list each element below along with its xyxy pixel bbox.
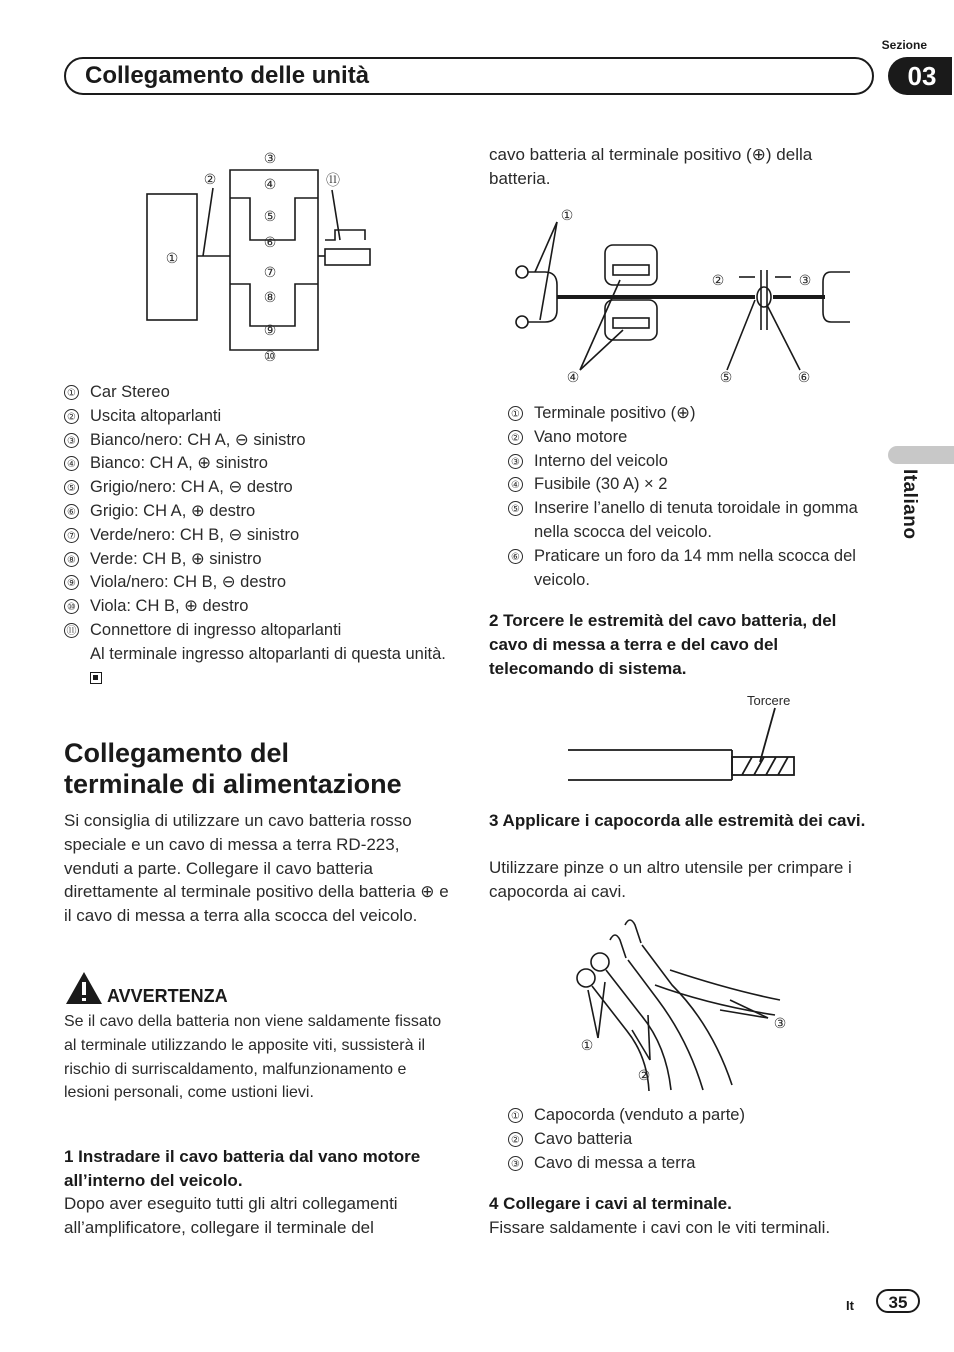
- step1-title: 1 Instradare il cavo batteria dal vano motore all’interno del veicolo.: [64, 1147, 421, 1190]
- legend-item: [64, 429, 454, 453]
- page-number: 35: [876, 1289, 920, 1313]
- legend-marker: ③: [508, 1156, 523, 1171]
- legend-item: [64, 524, 454, 548]
- diagram1-marker-1: ①: [165, 250, 179, 266]
- diagram1-marker-2: ②: [203, 171, 217, 187]
- legend-text: Cavo batteria: [534, 1129, 633, 1148]
- legend-marker: ⑤: [508, 501, 523, 516]
- end-mark-icon: [90, 672, 102, 684]
- section-label: Sezione: [881, 38, 927, 52]
- legend-item: [508, 450, 868, 474]
- step4-title: 4 Collegare i cavi al terminale.: [489, 1194, 732, 1213]
- legend-text: Bianco: CH A, ⊕ sinistro: [90, 454, 268, 473]
- step4-text: Fissare saldamente i cavi con le viti terminali.: [489, 1218, 831, 1237]
- legend-item: [64, 476, 454, 500]
- step3-title: 3 Applicare i capocorda alle estremità dei cavi.: [489, 811, 866, 830]
- legend-note: Al terminale ingresso altoparlanti di questa unità.: [90, 644, 446, 663]
- legend-marker: ⑥: [64, 504, 79, 519]
- legend-item: [508, 1104, 868, 1128]
- legend-marker: ⑧: [64, 552, 79, 567]
- legend-text: Terminale positivo (⊕): [534, 404, 696, 422]
- warning-icon: [64, 970, 104, 1006]
- diagram2-marker-6: ⑥: [797, 369, 811, 385]
- battery-connection-diagram: [505, 200, 855, 395]
- legend-marker: ⑩: [64, 599, 79, 614]
- legend-item: [508, 426, 868, 450]
- terminal-crimp-diagram: [570, 910, 800, 1095]
- legend-text: Uscita altoparlanti: [90, 406, 222, 425]
- warning-title: AVVERTENZA: [107, 986, 228, 1006]
- section-title: [64, 738, 464, 800]
- legend-item-note: [64, 643, 454, 691]
- legend-item: [508, 545, 868, 593]
- legend-marker: ②: [508, 1132, 523, 1147]
- diagram2-marker-1: ①: [560, 207, 574, 223]
- legend-text: Viola/nero: CH B, ⊖ destro: [90, 573, 287, 592]
- twist-label: Torcere: [747, 693, 791, 708]
- legend-item: [64, 548, 454, 572]
- legend-marker: ②: [64, 409, 79, 424]
- legend-text: Inserire l’anello di tenuta toroidale in gomma nella scocca del veicolo.: [534, 499, 858, 541]
- legend-item: [508, 1128, 868, 1152]
- power-intro: Si consiglia di utilizzare un cavo batteria rosso speciale e un cavo di messa a terra RD-223, venduti a parte. Collegare il cavo batteria direttamente al terminale positivo della batteria ⊕ e il cavo di messa a terra alla scocca del veicolo.: [64, 811, 449, 926]
- legend-item: [64, 595, 454, 619]
- legend-text: Fusibile (30 A) × 2: [534, 475, 668, 494]
- legend-marker: ⑤: [64, 480, 79, 495]
- legend-marker: ①: [508, 1108, 523, 1123]
- legend-marker: ⑨: [64, 575, 79, 590]
- diagram3-marker-3: ③: [773, 1015, 787, 1031]
- legend-marker: ①: [64, 385, 79, 400]
- twist-diagram: [560, 690, 805, 790]
- legend-marker: ⑥: [508, 549, 523, 564]
- legend-marker: ③: [64, 433, 79, 448]
- legend-marker: ⑪: [64, 623, 79, 638]
- diagram1-marker-10: ⑩: [263, 348, 277, 364]
- diagram1-marker-6: ⑥: [263, 234, 277, 250]
- diagram2-marker-3: ③: [798, 272, 812, 288]
- legend-text: Car Stereo: [90, 383, 170, 401]
- legend-marker: ③: [508, 454, 523, 469]
- diagram2-marker-2: ②: [711, 272, 725, 288]
- footer-language-code: It: [846, 1298, 854, 1313]
- section-number-badge: 03: [888, 57, 952, 95]
- cont-text: cavo batteria al terminale positivo (⊕) della batteria.: [489, 145, 813, 188]
- diagram1-marker-5: ⑤: [263, 208, 277, 224]
- diagram1-marker-11: ⑪: [326, 172, 340, 188]
- page-title: Collegamento delle unità: [85, 62, 370, 89]
- legend-item: [508, 497, 868, 545]
- legend-text: Grigio/nero: CH A, ⊖ destro: [90, 478, 293, 497]
- diagram3-legend: [508, 1104, 868, 1175]
- diagram1-marker-8: ⑧: [263, 289, 277, 305]
- speaker-wiring-diagram: [140, 140, 380, 370]
- section-title-line2: terminale di alimentazione: [64, 769, 402, 799]
- legend-text: Connettore di ingresso altoparlanti: [90, 620, 342, 639]
- diagram3-marker-2: ②: [637, 1067, 651, 1083]
- legend-text: Capocorda (venduto a parte): [534, 1106, 745, 1124]
- legend-text: Bianco/nero: CH A, ⊖ sinistro: [90, 430, 306, 449]
- legend-text: Grigio: CH A, ⊕ destro: [90, 501, 256, 520]
- legend-text: Vano motore: [534, 427, 628, 446]
- step3-text: Utilizzare pinze o un altro utensile per crimpare i capocorda ai cavi.: [489, 858, 852, 901]
- legend-text: Interno del veicolo: [534, 451, 668, 470]
- legend-text: Verde/nero: CH B, ⊖ sinistro: [90, 525, 300, 544]
- legend-marker: ①: [508, 406, 523, 421]
- legend-item: [64, 381, 454, 405]
- legend-item: [64, 571, 454, 595]
- legend-item: [64, 452, 454, 476]
- language-tab: [888, 446, 954, 464]
- legend-item: [64, 500, 454, 524]
- diagram1-legend: [64, 381, 454, 690]
- legend-text: Viola: CH B, ⊕ destro: [90, 597, 249, 616]
- section-title-line1: Collegamento del: [64, 738, 290, 768]
- diagram1-marker-3: ③: [263, 150, 277, 166]
- diagram2-marker-4: ④: [566, 369, 580, 385]
- legend-marker: ②: [508, 430, 523, 445]
- legend-text: Cavo di messa a terra: [534, 1153, 696, 1172]
- legend-item: [64, 619, 454, 643]
- legend-item: [508, 1152, 868, 1176]
- diagram3-marker-1: ①: [580, 1037, 594, 1053]
- legend-marker: ④: [64, 456, 79, 471]
- step2-title: 2 Torcere le estremità del cavo batteria, del cavo di messa a terra e del cavo del telecomando di sistema.: [489, 611, 837, 678]
- legend-marker: ④: [508, 477, 523, 492]
- warning-text: Se il cavo della batteria non viene saldamente fissato al terminale utilizzando le apposite viti, sussisterà il rischio di surriscaldamento, malfunzionamento e lesioni personali, come ustioni lievi.: [64, 1013, 442, 1102]
- diagram2-legend: [508, 402, 868, 592]
- legend-text: Praticare un foro da 14 mm nella scocca del veicolo.: [534, 546, 856, 589]
- legend-item: [508, 473, 868, 497]
- legend-item: [508, 402, 868, 426]
- diagram1-marker-9: ⑨: [263, 322, 277, 338]
- diagram1-marker-4: ④: [263, 176, 277, 192]
- language-label: Italiano: [899, 469, 920, 540]
- legend-item: [64, 405, 454, 429]
- legend-text: Verde: CH B, ⊕ sinistro: [90, 549, 262, 568]
- diagram1-marker-7: ⑦: [263, 264, 277, 280]
- step1-text: Dopo aver eseguito tutti gli altri collegamenti all’amplificatore, collegare il terminale del: [64, 1194, 398, 1237]
- diagram2-marker-5: ⑤: [719, 369, 733, 385]
- legend-marker: ⑦: [64, 528, 79, 543]
